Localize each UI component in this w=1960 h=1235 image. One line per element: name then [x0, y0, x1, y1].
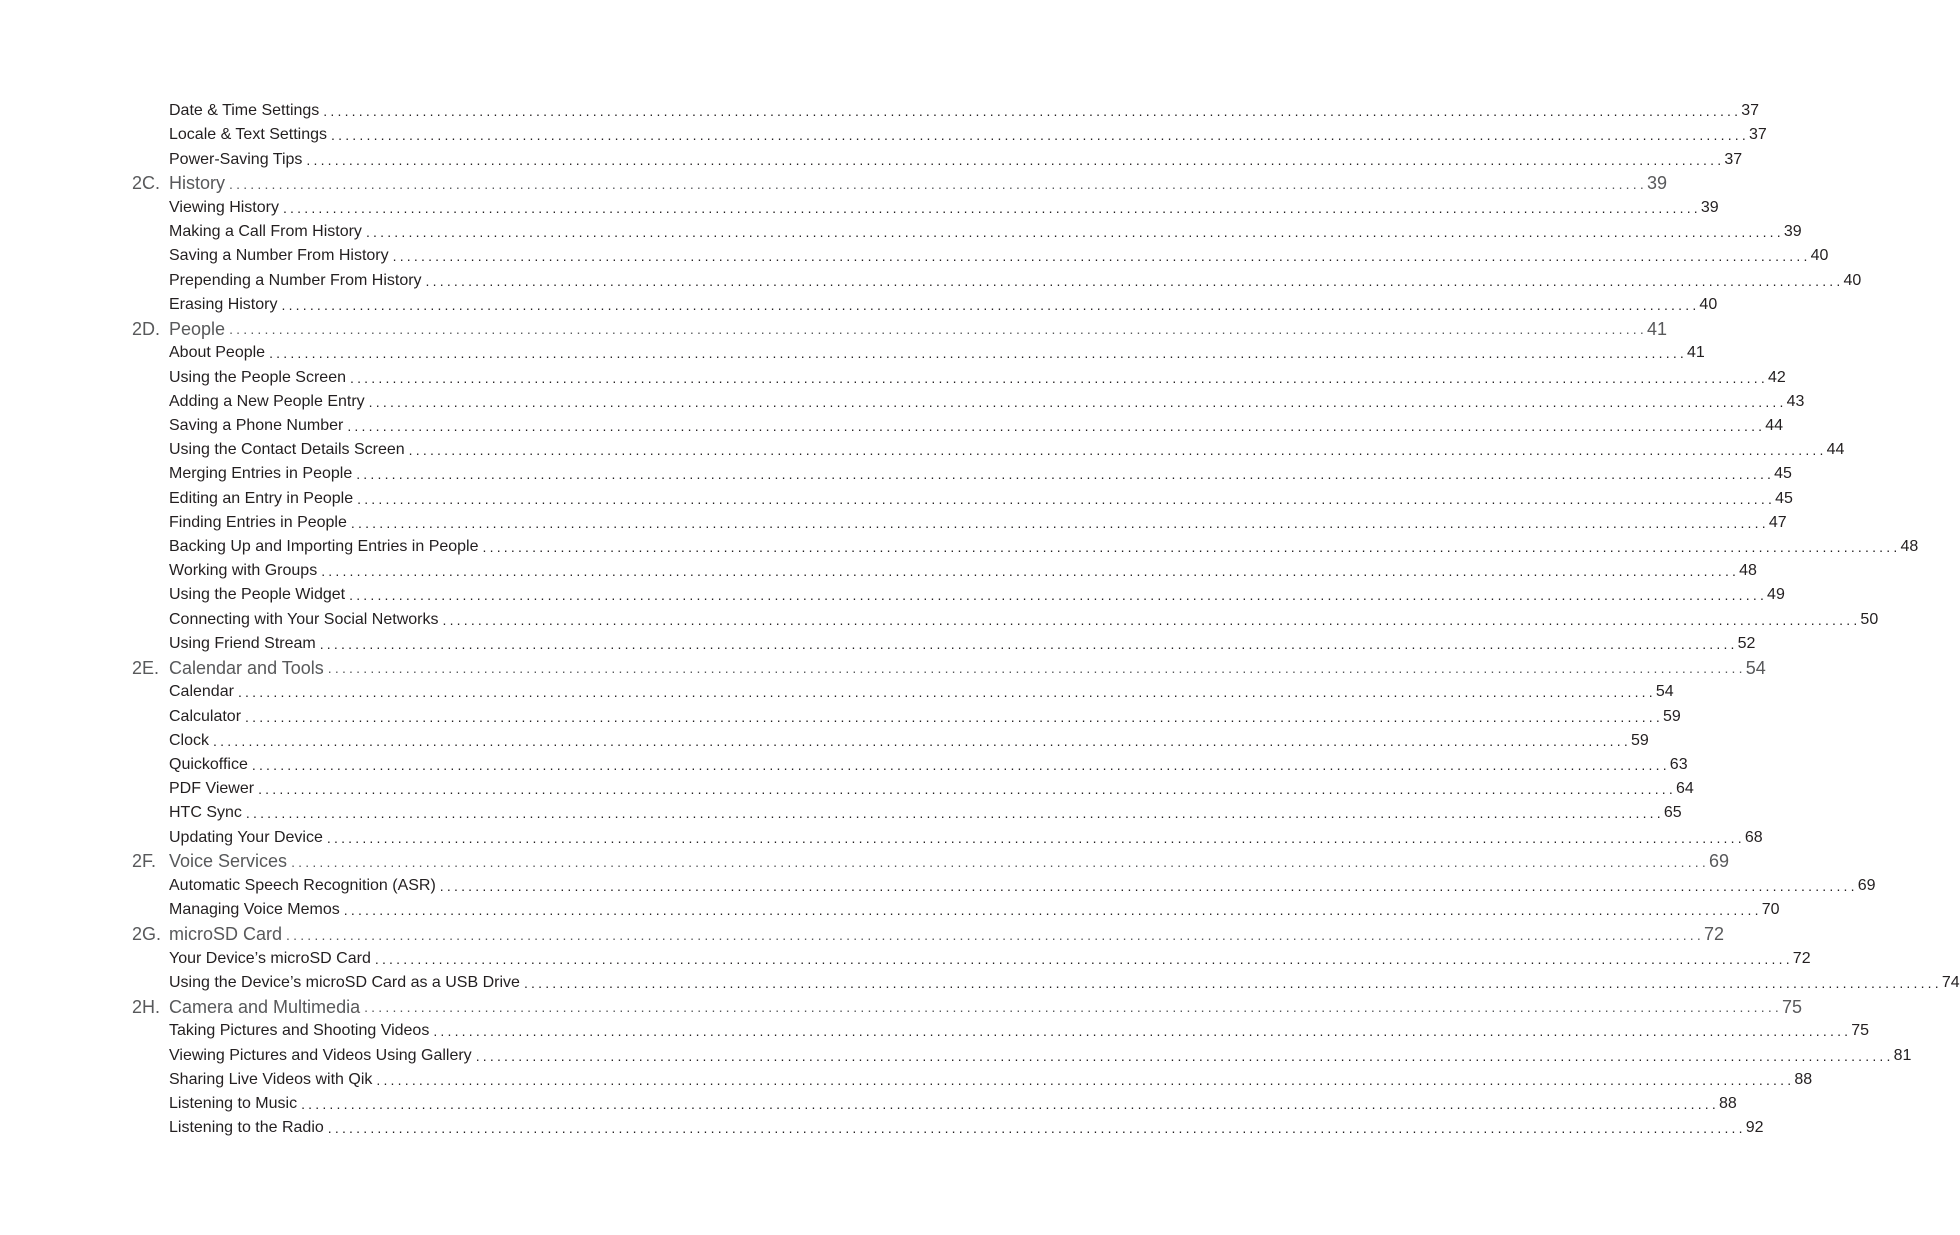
page-number: 40 — [1843, 271, 1862, 289]
page-number: 42 — [1767, 368, 1786, 386]
dot-leader: ........................................................................................................................................................................................................ — [343, 902, 1762, 919]
dot-leader: ........................................................................................................................................................................................................ — [523, 974, 1942, 991]
toc-entry[interactable] — [0, 583, 1785, 607]
entry-title: Viewing Pictures and Videos Using Gallery — [169, 1046, 472, 1064]
dot-leader: ........................................................................................................................................................................................................ — [258, 781, 1676, 798]
dot-leader: ........................................................................................................................................................................................................ — [251, 757, 1670, 774]
section-number: 2C. — [132, 173, 161, 194]
page-number: 41 — [1687, 344, 1705, 362]
toc-entry[interactable] — [0, 535, 1919, 559]
entry-title: Viewing History — [169, 198, 279, 216]
page-number: 88 — [1794, 1070, 1813, 1088]
dot-leader: ........................................................................................................................................................................................................ — [281, 296, 1700, 313]
page-number: 45 — [1774, 465, 1792, 483]
page-number: 54 — [1745, 657, 1766, 678]
entry-title: Quickoffice — [169, 756, 248, 774]
page-number: 44 — [1826, 441, 1845, 459]
entry-title: Editing an Entry in People — [169, 489, 354, 507]
dot-leader: ........................................................................................................................................................................................................ — [321, 563, 1740, 580]
toc-entry[interactable] — [0, 244, 1829, 268]
toc-entry[interactable] — [0, 365, 1786, 389]
toc-entry[interactable] — [0, 874, 1876, 898]
page-number: 49 — [1767, 586, 1785, 604]
dot-leader: ........................................................................................................................................................................................................ — [245, 708, 1663, 725]
entry-title: Locale & Text Settings — [169, 126, 328, 144]
page-number: 75 — [1851, 1022, 1870, 1040]
entry-title: Power-Saving Tips — [169, 150, 303, 168]
toc-entry[interactable] — [0, 608, 1879, 632]
entry-title: Using the People Widget — [169, 586, 346, 604]
toc-entry[interactable] — [0, 753, 1688, 777]
page-number: 74 — [1941, 973, 1960, 991]
entry-title: Erasing History — [169, 295, 278, 313]
dot-leader: ........................................................................................................................................................................................................ — [306, 151, 1725, 168]
toc-entry[interactable] — [0, 1019, 1870, 1043]
entry-title: People — [169, 318, 226, 339]
entry-title: Using the Device’s microSD Card as a USB Drive — [169, 973, 520, 991]
toc-entry[interactable] — [0, 704, 1681, 728]
page-number: 92 — [1745, 1119, 1764, 1137]
toc-section[interactable] — [0, 850, 1730, 874]
toc-entry[interactable] — [0, 898, 1780, 922]
toc-section[interactable] — [0, 656, 1766, 680]
dot-leader: ........................................................................................................................................................................................................ — [282, 199, 1701, 216]
toc-entry[interactable] — [0, 777, 1694, 801]
toc-entry[interactable] — [0, 971, 1960, 995]
dot-leader: ........................................................................................................................................................................................................ — [392, 248, 1811, 265]
page-number: 39 — [1646, 173, 1667, 194]
toc-entry[interactable] — [0, 826, 1763, 850]
page-number: 47 — [1768, 513, 1787, 531]
entry-title: Backing Up and Importing Entries in People — [169, 538, 479, 556]
toc-entry[interactable] — [0, 462, 1792, 486]
dot-leader: ........................................................................................................................................................................................................ — [326, 829, 1745, 846]
page-number: 59 — [1630, 731, 1649, 749]
entry-title: PDF Viewer — [169, 780, 255, 798]
dot-leader: ........................................................................................................................................................................................................ — [376, 1071, 1795, 1088]
dot-leader: ........................................................................................................................................................................................................ — [237, 684, 1656, 701]
dot-leader: ........................................................................................................................................................................................................ — [408, 442, 1827, 459]
dot-leader: ........................................................................................................................................................................................................ — [331, 127, 1749, 144]
entry-title: Date & Time Settings — [169, 102, 320, 120]
toc-entry[interactable] — [0, 147, 1743, 171]
toc-entry[interactable] — [0, 99, 1760, 123]
toc-entry[interactable] — [0, 487, 1793, 511]
entry-title: Calculator — [169, 707, 242, 725]
entry-title: Saving a Number From History — [169, 247, 389, 265]
toc-entry[interactable] — [0, 1068, 1813, 1092]
dot-leader: ........................................................................................................................................................................................................ — [357, 490, 1776, 507]
dot-leader: ........................................................................................................................................................................................................ — [229, 321, 1647, 338]
dot-leader: ........................................................................................................................................................................................................ — [433, 1023, 1852, 1040]
toc-entry[interactable] — [0, 269, 1862, 293]
page-number: 41 — [1647, 318, 1668, 339]
entry-title: Working with Groups — [169, 562, 318, 580]
toc-entry[interactable] — [0, 293, 1718, 317]
dot-leader: ........................................................................................................................................................................................................ — [368, 393, 1787, 410]
toc-entry[interactable] — [0, 390, 1805, 414]
entry-title: Voice Services — [169, 851, 288, 872]
dot-leader: ........................................................................................................................................................................................................ — [269, 345, 1688, 362]
dot-leader: ........................................................................................................................................................................................................ — [213, 732, 1631, 749]
toc-entry[interactable] — [0, 220, 1802, 244]
entry-title: Prepending a Number From History — [169, 271, 422, 289]
table-of-contents — [0, 99, 1960, 1140]
dot-leader: ........................................................................................................................................................................................................ — [301, 1096, 1719, 1113]
page-number: 64 — [1676, 780, 1694, 798]
entry-title: Adding a New People Entry — [169, 392, 365, 410]
entry-title: Connecting with Your Social Networks — [169, 610, 439, 628]
toc-section[interactable] — [0, 172, 1667, 196]
dot-leader: ........................................................................................................................................................................................................ — [327, 1120, 1746, 1137]
entry-title: Using the People Screen — [169, 368, 346, 386]
page-number: 72 — [1792, 949, 1811, 967]
dot-leader: ........................................................................................................................................................................................................ — [365, 224, 1784, 241]
toc-entry[interactable] — [0, 559, 1757, 583]
dot-leader: ........................................................................................................................................................................................................ — [482, 539, 1901, 556]
entry-title: Automatic Speech Recognition (ASR) — [169, 877, 436, 895]
page-number: 48 — [1739, 562, 1757, 580]
dot-leader: ........................................................................................................................................................................................................ — [350, 514, 1769, 531]
toc-section[interactable] — [0, 317, 1668, 341]
dot-leader: ........................................................................................................................................................................................................ — [350, 369, 1768, 386]
entry-title: Your Device’s microSD Card — [169, 949, 371, 967]
page-number: 65 — [1663, 804, 1682, 822]
page-number: 69 — [1709, 851, 1730, 872]
entry-title: Calendar and Tools — [169, 657, 324, 678]
dot-leader: ........................................................................................................................................................................................................ — [327, 660, 1746, 677]
page-number: 45 — [1775, 489, 1793, 507]
toc-section[interactable] — [0, 922, 1724, 946]
page-number: 52 — [1737, 634, 1756, 652]
toc-entry[interactable] — [0, 1092, 1737, 1116]
entry-title: Finding Entries in People — [169, 513, 347, 531]
toc-entry[interactable] — [0, 632, 1756, 656]
page-number: 69 — [1857, 877, 1876, 895]
entry-title: HTC Sync — [169, 804, 242, 822]
page-number: 68 — [1744, 828, 1763, 846]
toc-entry[interactable] — [0, 123, 1767, 147]
dot-leader: ........................................................................................................................................................................................................ — [374, 950, 1793, 967]
entry-title: Clock — [169, 731, 210, 749]
toc-entry[interactable] — [0, 947, 1811, 971]
page-number: 59 — [1662, 707, 1681, 725]
dot-leader: ........................................................................................................................................................................................................ — [245, 805, 1664, 822]
page-number: 40 — [1699, 295, 1718, 313]
entry-title: Using Friend Stream — [169, 634, 316, 652]
section-number: 2E. — [132, 657, 160, 678]
toc-entry[interactable] — [0, 196, 1719, 220]
dot-leader: ........................................................................................................................................................................................................ — [349, 587, 1768, 604]
dot-leader: ........................................................................................................................................................................................................ — [319, 635, 1738, 652]
section-number: 2H. — [132, 996, 161, 1017]
dot-leader: ........................................................................................................................................................................................................ — [347, 417, 1766, 434]
entry-title: Making a Call From History — [169, 223, 362, 241]
section-number: 2D. — [132, 318, 161, 339]
page-number: 37 — [1724, 150, 1743, 168]
page-number: 50 — [1860, 610, 1879, 628]
toc-entry[interactable] — [0, 511, 1787, 535]
page-number: 37 — [1748, 126, 1767, 144]
toc-entry[interactable] — [0, 1044, 1912, 1068]
dot-leader: ........................................................................................................................................................................................................ — [323, 103, 1742, 120]
dot-leader: ........................................................................................................................................................................................................ — [475, 1047, 1894, 1064]
dot-leader: ........................................................................................................................................................................................................ — [356, 466, 1775, 483]
section-number: 2G. — [132, 924, 162, 945]
toc-entry[interactable] — [0, 1116, 1764, 1140]
toc-entry[interactable] — [0, 438, 1845, 462]
toc-entry[interactable] — [0, 801, 1682, 825]
page-number: 40 — [1810, 247, 1829, 265]
dot-leader: ........................................................................................................................................................................................................ — [229, 175, 1647, 192]
dot-leader: ........................................................................................................................................................................................................ — [286, 926, 1704, 943]
entry-title: Merging Entries in People — [169, 465, 353, 483]
toc-entry[interactable] — [0, 729, 1649, 753]
page-number: 81 — [1893, 1046, 1912, 1064]
entry-title: Listening to Music — [169, 1095, 298, 1113]
entry-title: History — [169, 173, 226, 194]
page-number: 88 — [1719, 1095, 1737, 1113]
entry-title: Calendar — [169, 683, 234, 701]
entry-title: Listening to the Radio — [169, 1119, 324, 1137]
dot-leader: ........................................................................................................................................................................................................ — [439, 878, 1858, 895]
page-number: 72 — [1703, 924, 1724, 945]
entry-title: microSD Card — [169, 924, 283, 945]
dot-leader: ........................................................................................................................................................................................................ — [442, 611, 1861, 628]
page-number: 48 — [1900, 538, 1919, 556]
dot-leader: ........................................................................................................................................................................................................ — [364, 999, 1783, 1016]
page-number: 63 — [1669, 756, 1688, 774]
toc-entry[interactable] — [0, 680, 1674, 704]
toc-entry[interactable] — [0, 414, 1784, 438]
dot-leader: ........................................................................................................................................................................................................ — [291, 853, 1709, 870]
page-number: 54 — [1655, 683, 1674, 701]
page-number: 37 — [1741, 102, 1760, 120]
page-number: 44 — [1765, 416, 1784, 434]
entry-title: Updating Your Device — [169, 828, 323, 846]
dot-leader: ........................................................................................................................................................................................................ — [425, 272, 1844, 289]
page-number: 39 — [1783, 223, 1802, 241]
entry-title: Saving a Phone Number — [169, 416, 344, 434]
entry-title: Taking Pictures and Shooting Videos — [169, 1022, 430, 1040]
entry-title: Managing Voice Memos — [169, 901, 340, 919]
section-number: 2F. — [132, 851, 157, 872]
page-number: 43 — [1786, 392, 1805, 410]
toc-entry[interactable] — [0, 341, 1705, 365]
entry-title: Sharing Live Videos with Qik — [169, 1070, 373, 1088]
entry-title: Camera and Multimedia — [169, 996, 361, 1017]
toc-section[interactable] — [0, 995, 1803, 1019]
page-number: 39 — [1700, 198, 1719, 216]
entry-title: Using the Contact Details Screen — [169, 441, 405, 459]
page-number: 75 — [1782, 996, 1803, 1017]
page-number: 70 — [1761, 901, 1780, 919]
entry-title: About People — [169, 344, 266, 362]
